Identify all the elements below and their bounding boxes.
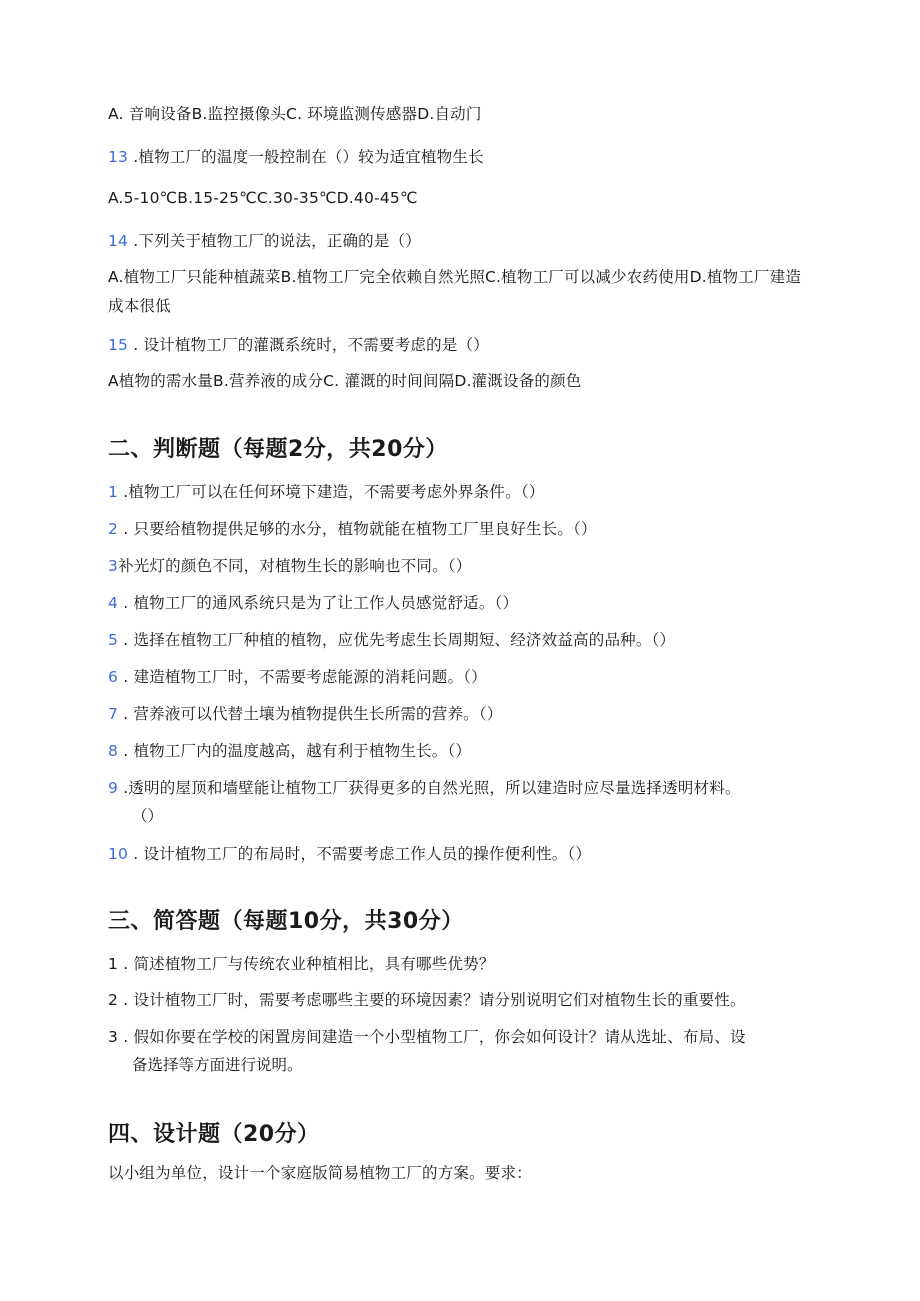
item-text: 补光灯的颜色不同，对植物生长的影响也不同。（） [118, 557, 472, 575]
question-text: .植物工厂的温度一般控制在（）较为适宜植物生长 [128, 148, 484, 166]
question-13 [108, 146, 484, 168]
question-13-options: A.5-10℃B.15-25℃C.30-35℃D.40-45℃ [108, 189, 418, 207]
item-number: 2 [108, 520, 119, 538]
item-number: 3 [108, 1028, 119, 1046]
item-number: 10 [108, 845, 129, 863]
item-number: 1 [108, 955, 119, 973]
item-text: . 植物工厂的通风系统只是为了让工作人员感觉舒适。（） [118, 594, 519, 612]
item-number: 8 [108, 742, 119, 760]
design-intro: 以小组为单位，设计一个家庭版简易植物工厂的方案。要求： [108, 1164, 532, 1182]
item-number: 6 [108, 668, 119, 686]
item-text: . 选择在植物工厂种植的植物，应优先考虑生长周期短、经济效益高的品种。（） [118, 631, 676, 649]
section-heading-short-answer: 三、简答题（每题10分，共30分） [108, 909, 464, 934]
sa-item-3-continuation: 备选择等方面进行说明。 [132, 1056, 303, 1074]
tf-item-10 [108, 843, 591, 865]
tf-item-9 [108, 777, 741, 799]
item-text: . 植物工厂内的温度越高，越有利于植物生长。（） [118, 742, 472, 760]
tf-item-6 [108, 666, 487, 688]
item-text: .透明的屋顶和墙壁能让植物工厂获得更多的自然光照，所以建造时应尽量选择透明材料。 [118, 779, 741, 797]
item-text: .植物工厂可以在任何环境下建造，不需要考虑外界条件。（） [118, 483, 545, 501]
tf-item-7 [108, 703, 503, 725]
item-text: . 营养液可以代替土壤为植物提供生长所需的营养。（） [118, 705, 503, 723]
item-text: . 假如你要在学校的闲置房间建造一个小型植物工厂，你会如何设计？请从选址、布局、设 [118, 1028, 746, 1046]
tf-item-3 [108, 555, 471, 577]
sa-item-3 [108, 1026, 746, 1048]
item-number: 5 [108, 631, 119, 649]
question-text: . 设计植物工厂的灌溉系统时，不需要考虑的是（） [128, 336, 489, 354]
section-heading-true-false: 二、判断题（每题2分，共20分） [108, 437, 448, 462]
tf-item-4 [108, 592, 518, 614]
item-text: . 只要给植物提供足够的水分，植物就能在植物工厂里良好生长。（） [118, 520, 597, 538]
item-number: 2 [108, 991, 119, 1009]
tf-item-1 [108, 481, 544, 503]
item-text: . 建造植物工厂时，不需要考虑能源的消耗问题。（） [118, 668, 487, 686]
tf-item-9-continuation: （） [132, 807, 164, 825]
tf-item-8 [108, 740, 471, 762]
item-number: 3 [108, 557, 119, 575]
question-number: 13 [108, 148, 129, 166]
item-text: . 设计植物工厂时，需要考虑哪些主要的环境因素？请分别说明它们对植物生长的重要性。 [118, 991, 746, 1009]
item-text: . 简述植物工厂与传统农业种植相比，具有哪些优势？ [118, 955, 495, 973]
question-15 [108, 334, 489, 356]
item-text: . 设计植物工厂的布局时，不需要考虑工作人员的操作便利性。（） [128, 845, 592, 863]
question-14-options: A.植物工厂只能种植蔬菜B.植物工厂完全依赖自然光照C.植物工厂可以减少农药使用D.植物工厂建造成本很低 [108, 268, 802, 315]
sa-item-2 [108, 989, 746, 1011]
question-text: .下列关于植物工厂的说法，正确的是（） [128, 232, 421, 250]
question-12-options: A. 音响设备B.监控摄像头C. 环境监测传感器D.自动门 [108, 105, 482, 123]
question-14 [108, 230, 421, 252]
question-15-options: A植物的需水量B.营养液的成分C. 灌溉的时间间隔D.灌溉设备的颜色 [108, 372, 582, 390]
item-number: 7 [108, 705, 119, 723]
tf-item-2 [108, 518, 597, 540]
sa-item-1 [108, 953, 495, 975]
question-number: 14 [108, 232, 129, 250]
tf-item-5 [108, 629, 675, 651]
section-heading-design: 四、设计题（20分） [108, 1122, 320, 1147]
item-number: 9 [108, 779, 119, 797]
item-number: 1 [108, 483, 119, 501]
item-number: 4 [108, 594, 119, 612]
question-number: 15 [108, 336, 129, 354]
